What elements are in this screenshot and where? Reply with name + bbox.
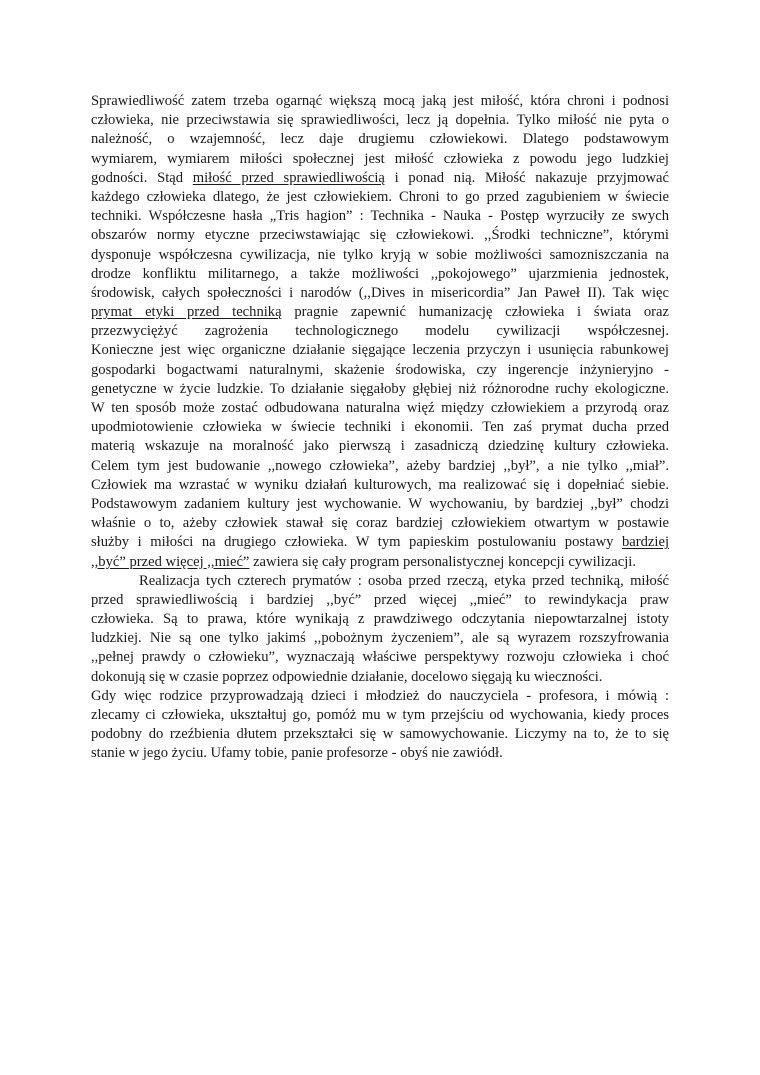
text-line: zlecamy ci człowieka, ukształtuj go, pomóż mu w tym przejściu od wychowania, kiedy proces <box>91 707 669 723</box>
paragraph-2 <box>91 572 669 687</box>
underlined-phrase: prymat etyki przed techniką <box>91 304 282 321</box>
text-segment: zawiera się cały program personalistycznej koncepcji cywilizacji. <box>249 553 636 570</box>
text-segment: godności. Stąd <box>91 169 193 186</box>
text-line: dysponuje współczesna cywilizacja, nie tylko kryją w sobie możliwości samozniszczania na <box>91 246 669 263</box>
text-line: materią wskazuje na moralność jako pierwszą i zasadniczą dziedzinę kultury człowieka. <box>91 438 669 455</box>
text-line: obszarów normy etyczne przeciwstawiając się człowiekowi. ,,Środki techniczne”, którymi <box>91 227 669 244</box>
text-line <box>91 303 669 322</box>
text-line: gospodarki bogactwami naturalnymi, skażenie środowiska, czy ingerencje inżynieryjno - <box>91 361 669 378</box>
text-line <box>91 169 669 188</box>
text-segment: i ponad nią. Miłość nakazuje przyjmować <box>384 169 669 186</box>
text-line: Człowiek ma wzrastać w wyniku działań kulturowych, ma realizować się i dopełniać siebie. <box>91 476 669 493</box>
text-line: Sprawiedliwość zatem trzeba ogarnąć większą mocą jaką jest miłość, która chroni i podnosi <box>91 93 669 109</box>
text-line: człowieka. Są to prawa, które wynikają z prawdziwego odczytania niepowtarzalnej istoty <box>91 611 669 628</box>
text-line: środowisk, całych społeczności i narodów (,,Dives in misericordia” Jan Paweł II). Tak więc <box>91 284 669 301</box>
document-page <box>91 92 669 764</box>
text-line: drodze konfliktu militarnego, a także możliwości ,,pokojowego” ujarzmienia jednostek, <box>91 265 669 282</box>
text-line: stanie w jego życiu. Ufamy tobie, panie profesorze - obyś nie zawiódł. <box>91 745 503 762</box>
text-line: przed sprawiedliwością i bardziej ,,być” przed więcej ,,mieć” to rewindykacja praw <box>91 591 669 608</box>
text-line: właśnie o to, ażeby człowiek stawał się coraz bardziej człowiekiem otwartym w postawie <box>91 515 669 532</box>
text-line: wymiarem, wymiarem miłości społecznej jest miłość człowieka z powodu jego ludzkiej <box>91 150 669 167</box>
text-line: Celem tym jest budowanie ,,nowego człowieka”, ażeby bardziej ,,był”, a nie tylko ,,miał”. <box>91 457 669 474</box>
text-line: W ten sposób może zostać odbudowana naturalna więź między człowiekiem a przyrodą oraz <box>91 400 669 416</box>
underlined-phrase: miłość przed sprawiedliwością <box>192 169 385 186</box>
text-line: człowieka, nie przeciwstawia się sprawiedliwości, lecz ją dopełnia. Tylko miłość nie pyta o <box>91 112 669 129</box>
text-line: dokonują się w czasie poprzez odpowiednie działanie, docelowo sięgają ku wieczności. <box>91 668 603 685</box>
paragraph-1 <box>91 92 669 572</box>
text-line: genetyczne w życie ludzkie. To działanie sięgałoby głębiej niż różnorodne ruchy ekologiczne. <box>91 380 669 397</box>
text-line: Konieczne jest więc organiczne działanie sięgające leczenia przyczyn i usunięcia rabunkowej <box>91 342 669 359</box>
text-line <box>91 533 669 552</box>
text-line: ludzkiej. Nie są one tylko jakimś ,,pobożnym życzeniem”, ale są wyrazem rozszyfrowania <box>91 630 669 647</box>
underlined-phrase: bardziej <box>622 534 669 551</box>
text-line: Realizacja tych czterech prymatów : osoba przed rzeczą, etyka przed techniką, miłość <box>139 572 669 589</box>
text-line: Gdy więc rodzice przyprowadzają dzieci i młodzież do nauczyciela - profesora, i mówią : <box>91 687 669 704</box>
text-line: Podstawowym zadaniem kultury jest wychowanie. W wychowaniu, by bardziej ,,był” chodzi <box>91 495 669 512</box>
paragraph-3 <box>91 687 669 764</box>
text-line: każdego człowieka dlatego, że jest człowiekiem. Chroni to go przed zagubieniem w świecie <box>91 188 669 205</box>
text-line: upodmiotowienie człowieka w świecie techniki i ekonomii. Ten zaś prymat ducha przed <box>91 419 669 436</box>
text-line: techniki. Współczesne hasła „Tris hagion” : Technika - Nauka - Postęp wyrzuciły ze swych <box>91 208 669 225</box>
underlined-phrase: ,,być” przed więcej ,,mieć” <box>91 553 250 570</box>
text-line <box>91 553 669 572</box>
text-line: podobny do rzeźbienia dłutem przekształci się w samowychowanie. Liczymy na to, że to się <box>91 726 669 743</box>
text-segment: pragnie zapewnić humanizację człowieka i świata oraz <box>281 304 669 321</box>
text-line: przezwyciężyć zagrożenia technologicznego modelu cywilizacji współczesnej. <box>91 323 669 340</box>
text-segment: służby i miłości na drugiego człowieka. W tym papieskim postulowaniu postawy <box>91 534 622 551</box>
text-line: należność, o wzajemność, lecz daje drugiemu człowiekowi. Dlatego podstawowym <box>91 131 669 148</box>
text-line: ,,pełnej prawdy o człowieku”, wyznaczają właściwe perspektywy rozwoju człowieka i choć <box>91 649 669 666</box>
